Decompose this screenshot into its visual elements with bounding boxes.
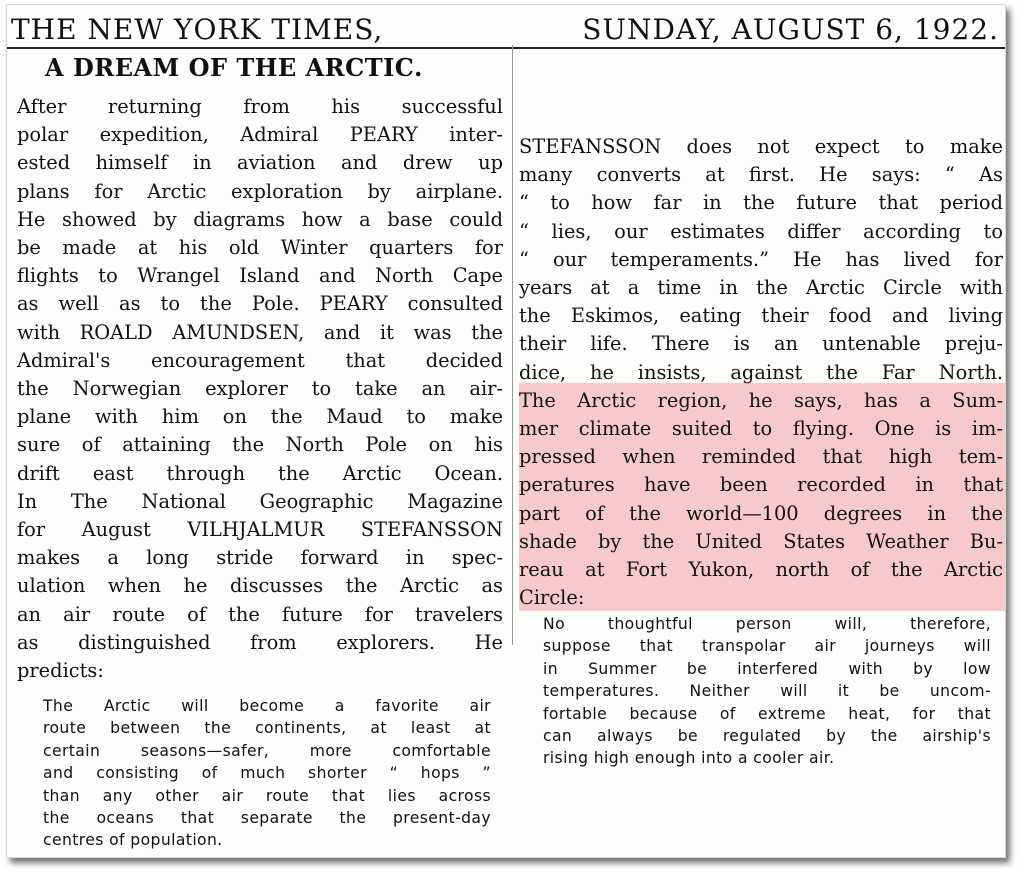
left-column-body: [17, 93, 503, 685]
article-headline: A DREAM OF THE ARCTIC.: [45, 53, 423, 82]
body-line: After returning from his successful: [17, 95, 503, 118]
quote-line: route between the continents, at least at: [43, 719, 491, 738]
body-line: “ to how far in the future that period: [519, 191, 1003, 215]
quote-line: than any other air route that lies across: [43, 786, 491, 805]
highlighted-line: mer climate suited to flying. One is im-: [519, 417, 1003, 441]
body-line: drift east through the Arctic Ocean.: [17, 461, 503, 485]
body-line: with ROALD AMUNDSEN, and it was the: [17, 320, 503, 344]
body-line: predicts:: [17, 659, 104, 683]
highlighted-line: The Arctic region, he says, has a Sum-: [519, 388, 1003, 412]
body-line: “ our temperaments.” He has lived for: [519, 247, 1003, 271]
body-line: polar expedition, Admiral PEARY inter-: [17, 123, 503, 147]
quote-line: the oceans that separate the present-day: [43, 809, 491, 828]
highlighted-line: Circle:: [519, 586, 585, 610]
newspaper-clipping: [6, 4, 1006, 858]
body-line: He showed by diagrams how a base could: [17, 207, 503, 231]
column-divider: [512, 45, 513, 645]
body-line: years at a time in the Arctic Circle with: [519, 276, 1003, 300]
quote-line: certain seasons—safer, more comfortable: [43, 741, 491, 760]
quote-line: The Arctic will become a favorite air: [43, 697, 491, 715]
quote-line: centres of population.: [43, 831, 223, 850]
highlighted-line: shade by the United States Weather Bu-: [519, 529, 1003, 553]
quote-line: temperatures. Neither will it be uncom-: [543, 682, 991, 701]
body-line: ulation when he discusses the Arctic as: [17, 574, 503, 598]
right-column-body: [519, 133, 1003, 612]
body-line: the Norwegian explorer to take an air-: [17, 377, 503, 401]
body-line: their life. There is an untenable preju-: [519, 332, 1003, 356]
body-line: plans for Arctic exploration by airplane.: [17, 179, 503, 203]
highlighted-line: peratures have been recorded in that: [519, 473, 1003, 497]
newspaper-name: THE NEW YORK TIMES,: [11, 13, 384, 46]
quote-line: can always be regulated by the airship's: [543, 727, 991, 746]
body-line: ested himself in aviation and drew up: [17, 151, 503, 175]
quote-line: No thoughtful person will, therefore,: [543, 615, 991, 633]
highlighted-line: pressed when reminded that high tem-: [519, 445, 1003, 469]
quote-line: fortable because of extreme heat, for that: [543, 704, 991, 723]
quote-line: in Summer be interfered with by low: [543, 659, 991, 678]
body-line: an air route of the future for travelers: [17, 602, 503, 626]
body-line: flights to Wrangel Island and North Cape: [17, 264, 503, 288]
right-blockquote: [543, 613, 991, 770]
highlighted-line: part of the world—100 degrees in the: [519, 501, 1003, 525]
body-line: makes a long stride forward in spec-: [17, 546, 503, 570]
left-blockquote: [43, 695, 491, 852]
body-line: Admiral's encouragement that decided: [17, 348, 503, 372]
quote-line: and consisting of much shorter “ hops ”: [43, 764, 491, 783]
body-line: as distinguished from explorers. He: [17, 630, 503, 654]
issue-date: SUNDAY, AUGUST 6, 1922.: [582, 13, 999, 46]
body-line: “ lies, our estimates differ according to: [519, 219, 1003, 243]
body-line: In The National Geographic Magazine: [17, 489, 503, 513]
body-line: the Eskimos, eating their food and living: [519, 304, 1003, 328]
body-line: plane with him on the Maud to make: [17, 405, 503, 429]
body-line: many converts at first. He says: “ As: [519, 163, 1003, 187]
masthead: [7, 11, 1005, 49]
body-line: STEFANSSON does not expect to make: [519, 135, 1003, 158]
body-line: sure of attaining the North Pole on his: [17, 433, 503, 457]
body-line: dice, he insists, against the Far North.: [519, 360, 1003, 384]
quote-line: suppose that transpolar air journeys will: [543, 637, 991, 656]
body-line: be made at his old Winter quarters for: [17, 236, 503, 260]
body-line: as well as to the Pole. PEARY consulted: [17, 292, 503, 316]
quote-line: rising high enough into a cooler air.: [543, 749, 835, 768]
body-line: for August VILHJALMUR STEFANSSON: [17, 518, 503, 542]
highlighted-line: reau at Fort Yukon, north of the Arctic: [519, 558, 1003, 582]
